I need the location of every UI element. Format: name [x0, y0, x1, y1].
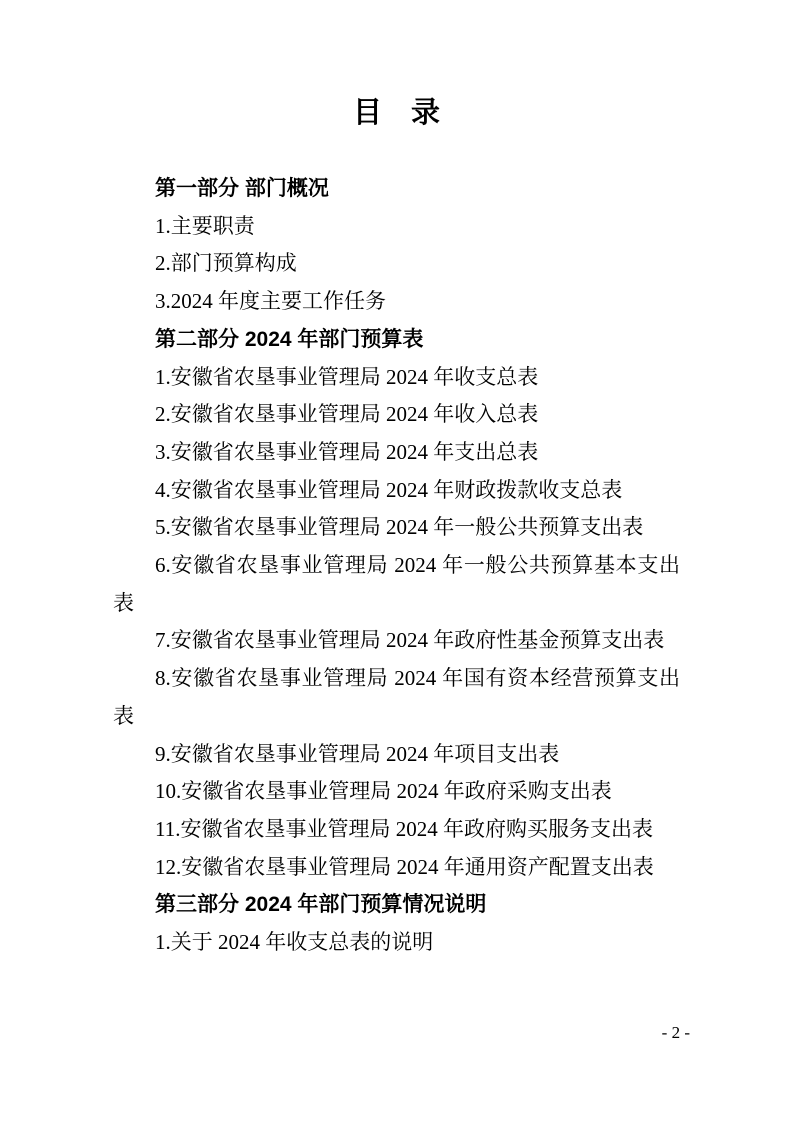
page-title: 目 录 — [352, 97, 440, 129]
toc-list — [113, 170, 680, 962]
toc-entry: 5.安徽省农垦事业管理局 2024 年一般公共预算支出表 — [155, 515, 644, 540]
toc-entry: 2.安徽省农垦事业管理局 2024 年收入总表 — [155, 402, 539, 427]
toc-entry: 1.安徽省农垦事业管理局 2024 年收支总表 — [155, 364, 539, 389]
toc-section-heading: 第三部分 2024 年部门预算情况说明 — [155, 893, 487, 917]
toc-entry: 3.2024 年度主要工作任务 — [155, 289, 386, 314]
toc-entry: 8.安徽省农垦事业管理局 2024 年国有资本经营预算支出表 — [113, 666, 680, 728]
toc-section-heading: 第二部分 2024 年部门预算表 — [155, 327, 424, 351]
toc-entry: 2.部门预算构成 — [155, 251, 297, 276]
toc-entry: 12.安徽省农垦事业管理局 2024 年通用资产配置支出表 — [155, 854, 654, 879]
toc-entry: 6.安徽省农垦事业管理局 2024 年一般公共预算基本支出表 — [113, 553, 680, 615]
toc-entry: 1.关于 2024 年收支总表的说明 — [155, 930, 434, 955]
toc-entry: 10.安徽省农垦事业管理局 2024 年政府采购支出表 — [155, 779, 612, 804]
toc-section-heading: 第一部分 部门概况 — [155, 177, 329, 200]
toc-entry: 3.安徽省农垦事业管理局 2024 年支出总表 — [155, 439, 539, 464]
toc-entry: 11.安徽省农垦事业管理局 2024 年政府购买服务支出表 — [155, 816, 653, 841]
page-number: - 2 - — [661, 1023, 690, 1042]
toc-entry: 9.安徽省农垦事业管理局 2024 年项目支出表 — [155, 741, 560, 766]
toc-entry: 7.安徽省农垦事业管理局 2024 年政府性基金预算支出表 — [155, 628, 665, 653]
toc-entry: 4.安徽省农垦事业管理局 2024 年财政拨款收支总表 — [155, 477, 623, 502]
toc-entry: 1.主要职责 — [155, 213, 255, 238]
toc-content — [113, 92, 680, 962]
